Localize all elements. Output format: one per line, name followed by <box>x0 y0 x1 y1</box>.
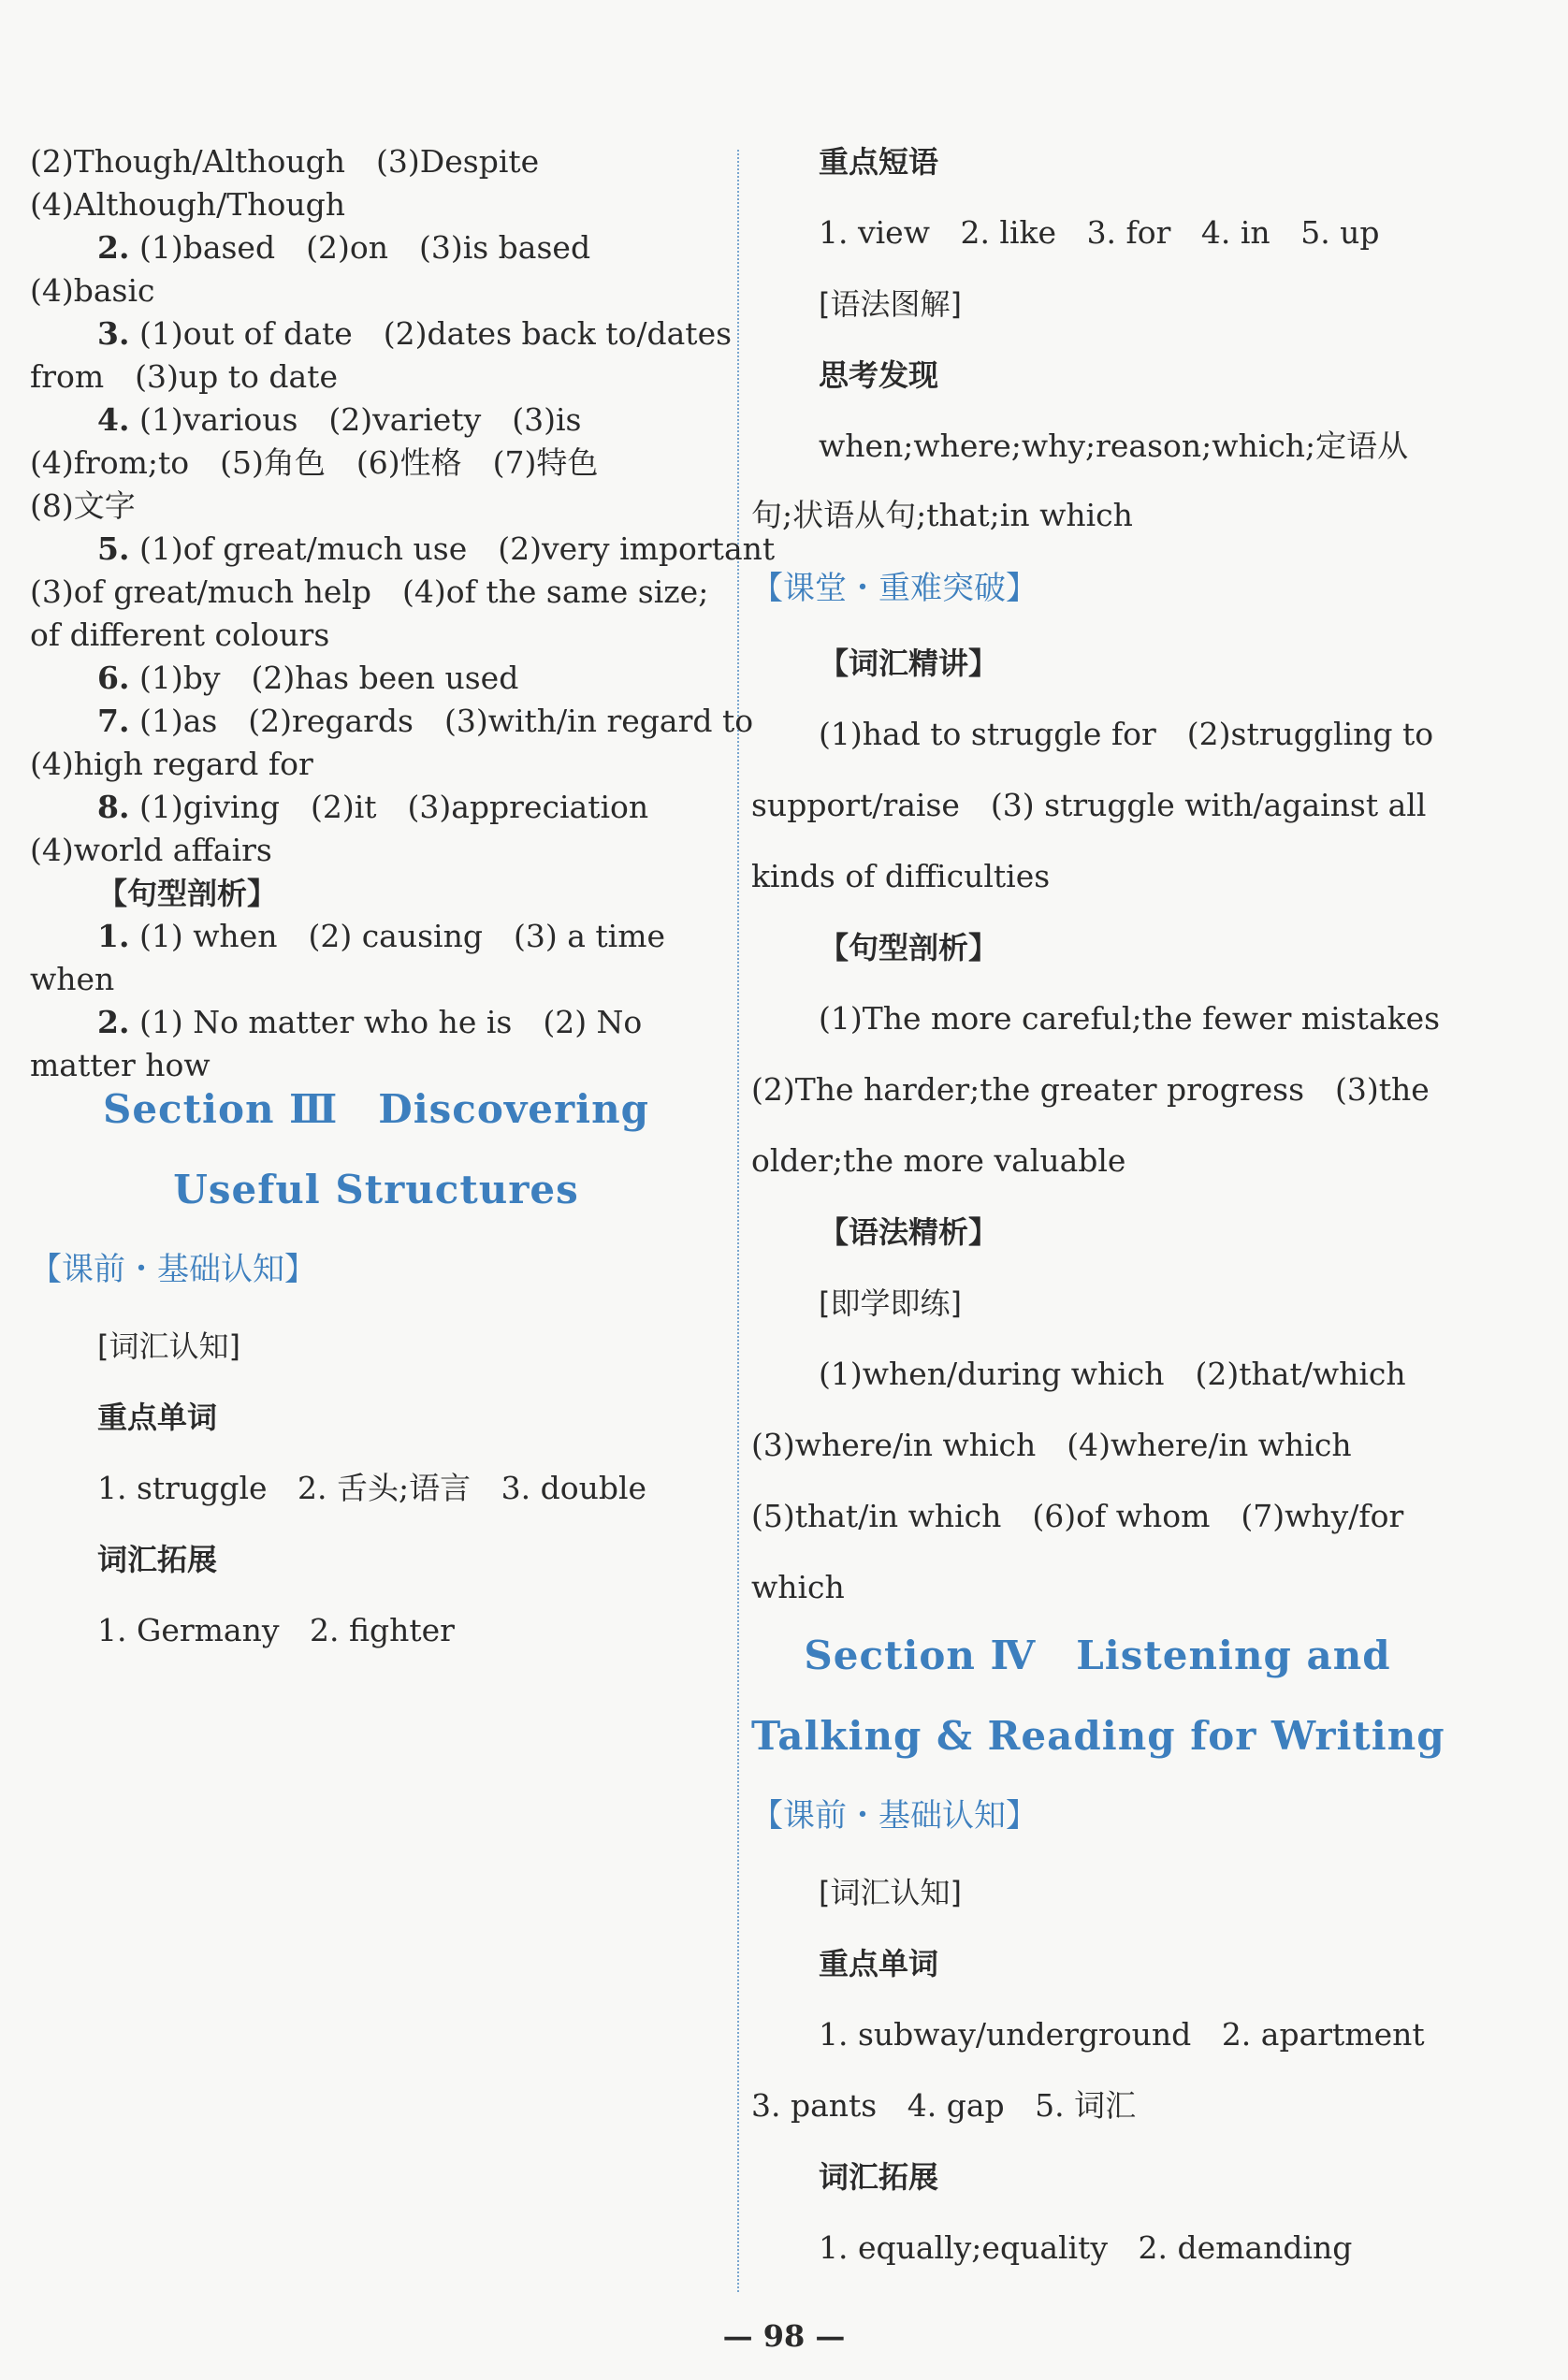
answer-line: (4)Although/Though <box>30 186 346 223</box>
answer-line: older;the more valuable <box>751 1142 1126 1179</box>
answer-line: from (3)up to date <box>30 358 338 395</box>
answer-line <box>97 1467 646 1510</box>
answer-text: 3. for <box>1086 214 1171 251</box>
answer-line: which <box>751 1569 845 1605</box>
answer-line <box>819 2227 1352 2270</box>
answer-line <box>97 786 648 829</box>
answer-text: 1. view <box>819 214 930 251</box>
column-divider <box>737 150 739 2292</box>
item-number: 1. <box>97 918 130 954</box>
answer-text: 3. pants <box>751 2087 878 2124</box>
section-title: Talking & Reading for Writing <box>751 1713 1445 1759</box>
answer-line: (3)where/in which (4)where/in which <box>751 1427 1352 1463</box>
subheading-preclass: 【课前・基础认知】 <box>30 1251 316 1288</box>
answer-line: (5)that/in which (6)of whom (7)why/for <box>751 1498 1404 1534</box>
answer-line: support/raise (3) struggle with/against all <box>751 787 1427 823</box>
answer-text: (1)giving (2)it (3)appreciation <box>138 789 649 825</box>
subheading-vocab: [词汇认知] <box>97 1328 240 1364</box>
answer-line: kinds of difficulties <box>751 858 1051 894</box>
subheading-grammar-diagram: [语法图解] <box>819 286 962 322</box>
answer-text: 1. subway/underground <box>819 2016 1192 2053</box>
answer-line: (3)of great/much help (4)of the same size; <box>30 573 709 610</box>
answer-line: (1)had to struggle for (2)struggling to <box>819 716 1434 752</box>
subheading-sentence-analysis: 【句型剖析】 <box>819 930 999 965</box>
subheading-sentence-analysis: 【句型剖析】 <box>97 876 278 911</box>
answer-line: (4)from;to (5)角色 (6)性格 (7)特色 <box>30 444 599 481</box>
item-number: 2. <box>97 1004 130 1040</box>
answer-line <box>97 1609 455 1652</box>
answer-text: (1)based (2)on (3)is based <box>138 229 591 266</box>
answer-text: 2. fighter <box>310 1612 455 1648</box>
answer-text: 4. in <box>1200 214 1270 251</box>
item-number: 2. <box>97 229 130 266</box>
answer-line: of different colours <box>30 617 330 653</box>
answer-line: (4)basic <box>30 272 155 309</box>
item-number: 3. <box>97 315 130 352</box>
answer-text: (1)of great/much use (2)very important <box>138 530 776 567</box>
answer-text: 2. apartment <box>1221 2016 1425 2053</box>
answer-line <box>819 2013 1425 2056</box>
subheading-grammar-analysis: 【语法精析】 <box>819 1214 999 1250</box>
answer-line: (8)文字 <box>30 487 136 524</box>
answer-text: 2. demanding <box>1138 2229 1353 2266</box>
subheading-vocab: [词汇认知] <box>819 1875 962 1910</box>
answer-line: matter how <box>30 1047 211 1083</box>
answer-text: 4. gap <box>907 2087 1005 2124</box>
answer-line: (2)Though/Although (3)Despite <box>30 143 540 180</box>
answer-text: 2. 舌头;语言 <box>298 1470 472 1506</box>
answer-line <box>751 2084 1136 2127</box>
answer-line <box>97 915 665 958</box>
answer-line: when <box>30 961 115 997</box>
item-number: 8. <box>97 789 130 825</box>
answer-text: 1. Germany <box>97 1612 280 1648</box>
item-number: 6. <box>97 660 130 696</box>
answer-text: (1)out of date (2)dates back to/dates <box>138 315 733 352</box>
answer-line <box>97 399 581 442</box>
answer-text: (1)by (2)has been used <box>138 660 519 696</box>
answer-text: (1) No matter who he is (2) No <box>138 1004 643 1040</box>
item-number: 5. <box>97 530 130 567</box>
subheading-vocab-expansion: 词汇拓展 <box>819 2159 939 2195</box>
answer-line: 句;状语从句;that;in which <box>751 497 1133 533</box>
answer-line <box>97 700 753 743</box>
section-title: Section Ⅳ Listening and <box>804 1633 1391 1678</box>
subheading-key-words: 重点单词 <box>97 1400 218 1435</box>
answer-line: (4)high regard for <box>30 746 313 782</box>
section-title: Useful Structures <box>173 1167 579 1212</box>
answer-line <box>819 211 1380 254</box>
subheading-practice: [即学即练] <box>819 1285 962 1321</box>
item-number: 7. <box>97 703 130 739</box>
item-number: 4. <box>97 401 130 438</box>
answer-text: 5. 词汇 <box>1035 2087 1137 2124</box>
answer-text: 2. like <box>960 214 1057 251</box>
answer-line <box>97 528 775 571</box>
answer-line: (1)The more careful;the fewer mistakes <box>819 1000 1441 1037</box>
answer-line <box>97 1001 642 1044</box>
answer-text: (1)various (2)variety (3)is <box>138 401 582 438</box>
answer-text: (1)as (2)regards (3)with/in regard to <box>138 703 754 739</box>
subheading-key-words: 重点单词 <box>819 1946 939 1981</box>
answer-line <box>97 657 518 700</box>
page-number: — 98 — <box>722 2318 846 2354</box>
section-title: Section Ⅲ Discovering <box>102 1086 650 1132</box>
subheading-in-class: 【课堂・重难突破】 <box>751 570 1038 607</box>
answer-line: (1)when/during which (2)that/which <box>819 1356 1406 1392</box>
answer-text: 1. equally;equality <box>819 2229 1109 2266</box>
subheading-preclass: 【课前・基础认知】 <box>751 1797 1038 1835</box>
answer-text: 5. up <box>1300 214 1380 251</box>
answer-line <box>97 312 732 356</box>
subheading-vocab-explanation: 【词汇精讲】 <box>819 646 999 681</box>
answer-text: 1. struggle <box>97 1470 268 1506</box>
subheading-key-phrases: 重点短语 <box>819 144 939 180</box>
answer-text: 3. double <box>501 1470 647 1506</box>
subheading-vocab-expansion: 词汇拓展 <box>97 1542 218 1577</box>
answer-line <box>97 226 590 269</box>
answer-line: when;where;why;reason;which;定语从 <box>819 428 1409 464</box>
subheading-thinking: 思考发现 <box>819 357 939 393</box>
answer-line: (4)world affairs <box>30 832 272 868</box>
answer-text: (1) when (2) causing (3) a time <box>138 918 666 954</box>
answer-line: (2)The harder;the greater progress (3)the <box>751 1071 1430 1108</box>
